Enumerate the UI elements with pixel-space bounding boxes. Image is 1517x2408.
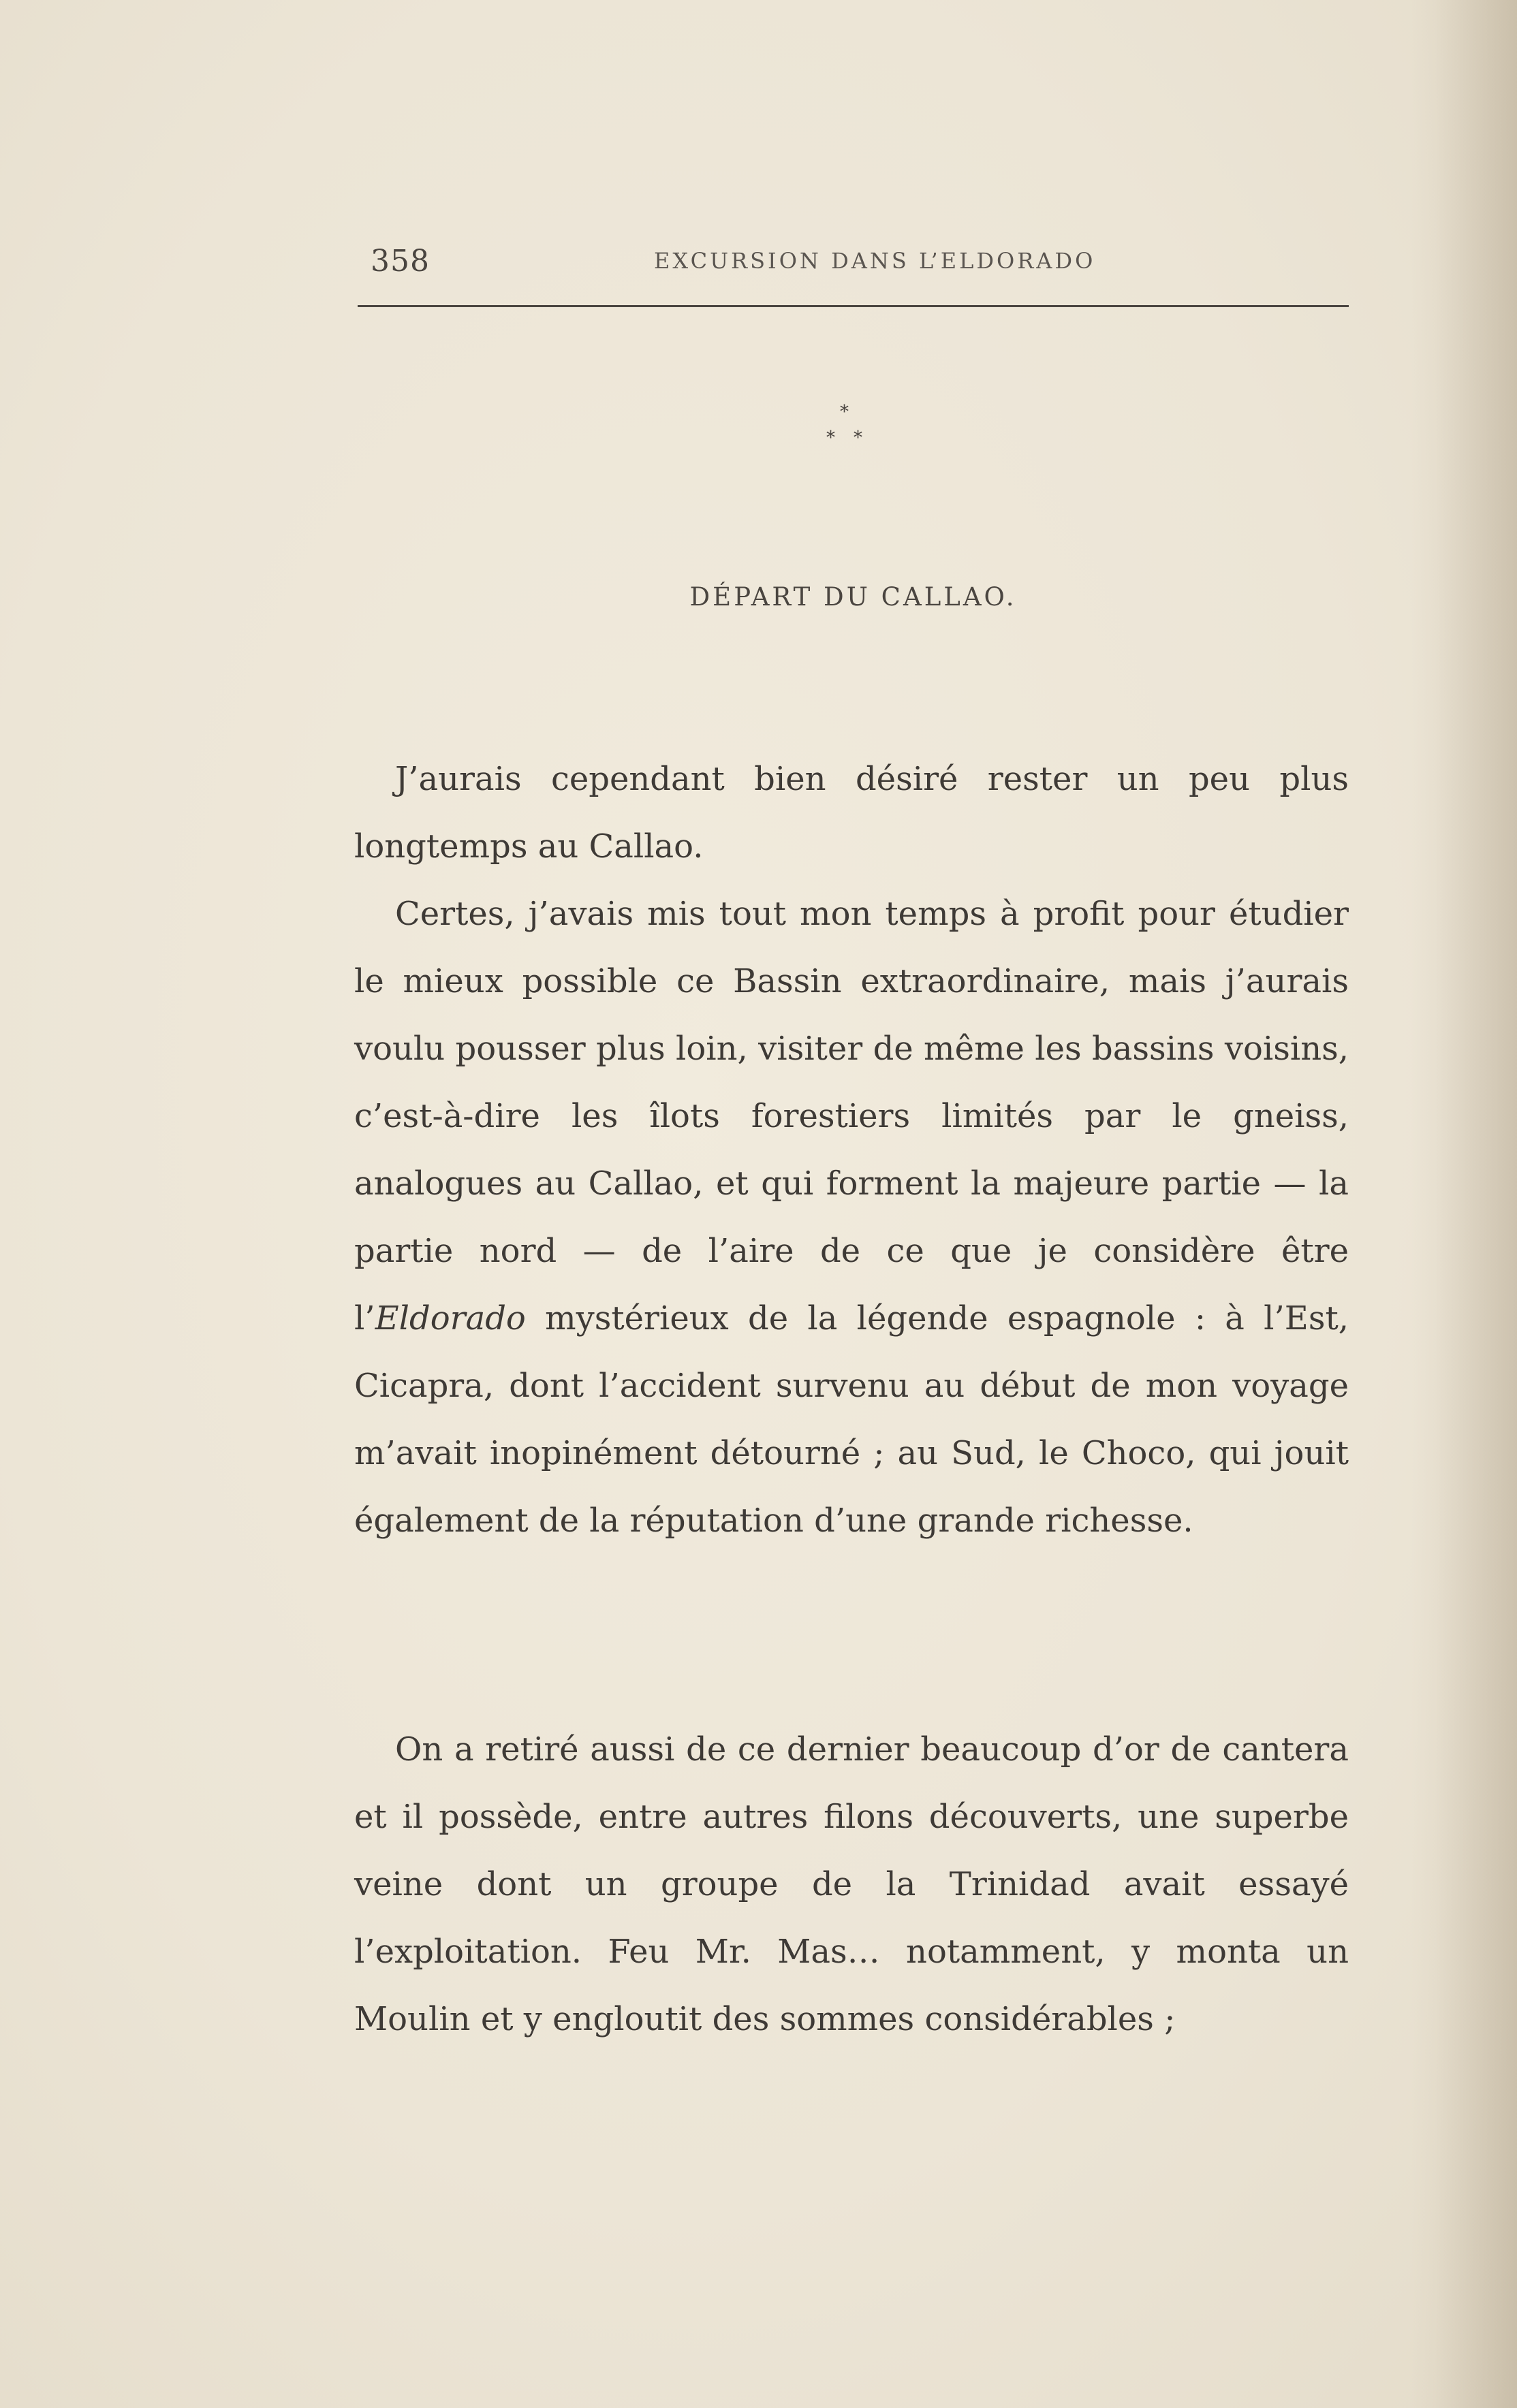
section-title: DÉPART DU CALLAO. [689,582,1017,612]
paragraph-2-text-end: mystérieux de la légende espagnole : à l’Est, Cicapra, dont l’accident survenu au début de mon voyage m’avait inopinément détourné ; au Sud, le Choco, qui jouit également de la réputation d’une grande richesse. [354,1299,1349,1540]
paragraph-2-italic-eldorado: Eldorado [375,1299,526,1337]
asterism-star-right: * [854,428,862,448]
asterism-star-left: * [826,428,835,448]
paragraph-1: J’aurais cependant bien désiré rester un peu plus longtemps au Callao. [354,760,1349,866]
header-rule [358,305,1349,307]
page-edge-shadow [1435,0,1517,2408]
asterism-ornament [814,402,882,463]
body-block-2 [354,1716,1349,2053]
body-block-1 [354,746,1349,1555]
running-head [354,238,1349,286]
asterism-star-top: * [840,402,849,422]
running-title: EXCURSION DANS L’ELDORADO [654,248,1096,274]
page-number: 358 [371,244,430,279]
paragraph-2 [354,881,1349,1555]
paragraph-2-text-start: Certes, j’avais mis tout mon temps à profit pour étudier le mieux possible ce Bassin extraordinaire, mais j’aurais voulu pousser plus loin, visiter de même les bassins voisins, c’est-à-dire les îlots forestiers limités par le gneiss, analogues au Callao, et qui forment la majeure partie — la partie nord — de l’aire de ce que je considère être l’ [354,895,1349,1337]
paragraph-3: On a retiré aussi de ce dernier beaucoup d’or de cantera et il possède, entre autres filons découverts, une superbe veine dont un groupe de la Trinidad avait essayé l’exploitation. Feu Mr. Mas… notamment, y monta un Moulin et y engloutit des sommes considérables ; [354,1730,1349,2038]
